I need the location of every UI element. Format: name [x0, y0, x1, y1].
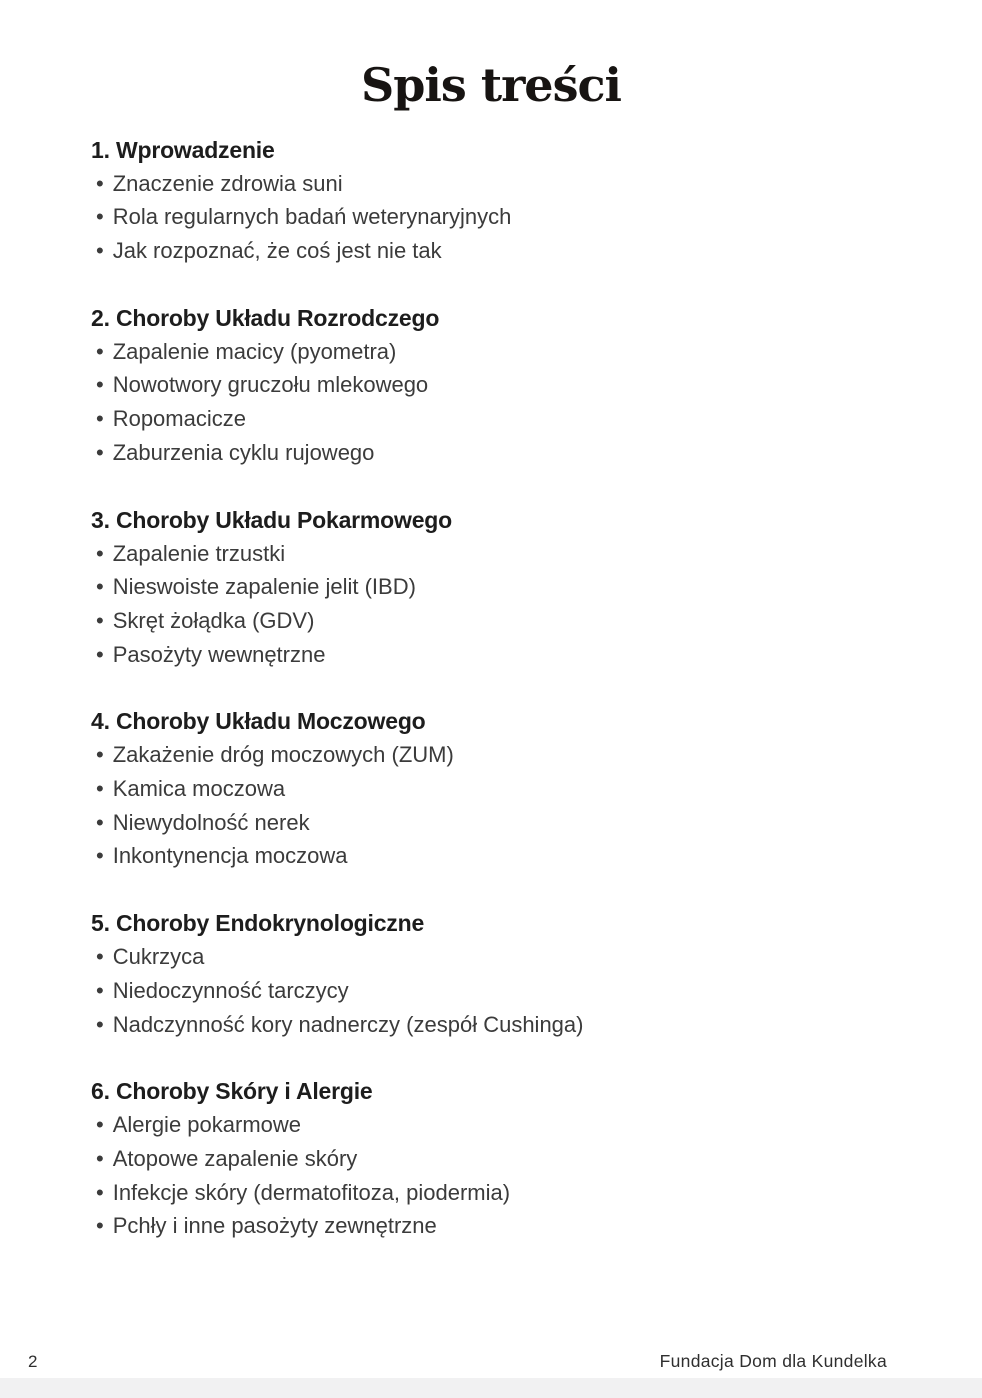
toc-item — [91, 234, 851, 268]
toc-item — [91, 940, 851, 974]
bullet-glyph: • — [96, 338, 104, 364]
toc-item — [91, 402, 851, 436]
footer-organization-name: Fundacja Dom dla Kundelka — [659, 1351, 887, 1371]
bullet-glyph: • — [96, 1145, 104, 1171]
toc-item-label: Nieswoiste zapalenie jelit (IBD) — [112, 574, 416, 600]
bullet-glyph: • — [96, 238, 104, 263]
toc-item-label: Nadczynność kory nadnerczy (zespół Cushinga) — [112, 1011, 584, 1037]
toc-section — [91, 704, 851, 873]
toc-item-label: Zakażenie dróg moczowych (ZUM) — [112, 742, 454, 768]
toc-item-label: Pasożyty wewnętrzne — [112, 641, 326, 667]
toc-item — [91, 335, 851, 369]
toc-item-label: Jak rozpoznać, że coś jest nie tak — [112, 238, 442, 263]
toc-item — [91, 772, 851, 806]
toc-section — [91, 1074, 851, 1243]
bullet-glyph: • — [96, 742, 104, 768]
bullet-glyph: • — [96, 204, 104, 230]
toc-section-heading: 6. Choroby Skóry i Alergie — [91, 1078, 373, 1105]
bullet-glyph: • — [96, 843, 104, 869]
page-bottom-edge — [0, 1378, 982, 1398]
toc-item-label: Zapalenie macicy (pyometra) — [112, 338, 397, 364]
toc-section-heading: 4. Choroby Układu Moczowego — [91, 708, 426, 735]
toc-item-label: Zapalenie trzustki — [112, 540, 286, 566]
toc-item-label: Nowotwory gruczołu mlekowego — [112, 372, 429, 398]
toc-item — [91, 806, 851, 840]
toc-item-label: Niewydolność nerek — [112, 809, 310, 835]
toc-item — [91, 368, 851, 402]
toc-section-heading: 1. Wprowadzenie — [91, 136, 275, 163]
toc-item-label: Rola regularnych badań weterynaryjnych — [112, 204, 512, 230]
toc-item-label: Atopowe zapalenie skóry — [112, 1145, 358, 1171]
bullet-glyph: • — [96, 944, 104, 970]
toc-item — [91, 1142, 851, 1176]
bullet-glyph: • — [96, 1179, 104, 1205]
toc-item-label: Skręt żołądka (GDV) — [112, 607, 315, 633]
toc-item-label: Kamica moczowa — [112, 776, 286, 802]
toc-item — [91, 200, 851, 234]
toc-item — [91, 1008, 851, 1042]
bullet-glyph: • — [96, 1112, 104, 1138]
toc-item — [91, 604, 851, 638]
toc-item — [91, 974, 851, 1008]
toc-item — [91, 167, 851, 201]
toc-item — [91, 638, 851, 672]
toc-section — [91, 301, 851, 470]
bullet-glyph: • — [96, 406, 104, 432]
bullet-glyph: • — [96, 574, 104, 600]
toc-item — [91, 1176, 851, 1210]
toc-item-label: Inkontynencja moczowa — [112, 843, 348, 869]
bullet-glyph: • — [96, 170, 104, 196]
toc-item — [91, 570, 851, 604]
toc-item — [91, 839, 851, 873]
toc-section — [91, 503, 851, 672]
toc-item — [91, 1209, 851, 1243]
toc-item-label: Ropomacicze — [112, 406, 246, 432]
bullet-glyph: • — [96, 809, 104, 835]
toc-item — [91, 436, 851, 470]
toc-section — [91, 133, 851, 268]
toc-section-heading: 5. Choroby Endokrynologiczne — [91, 910, 425, 937]
toc-item-label: Alergie pokarmowe — [112, 1112, 302, 1138]
bullet-glyph: • — [96, 776, 104, 802]
toc-item-label: Zaburzenia cyklu rujowego — [112, 439, 375, 465]
bullet-glyph: • — [96, 540, 104, 566]
toc-item-label: Niedoczynność tarczycy — [112, 977, 349, 1003]
toc-item — [91, 738, 851, 772]
toc-section-heading: 2. Choroby Układu Rozrodczego — [91, 304, 440, 331]
bullet-glyph: • — [96, 1011, 104, 1037]
toc-item-label: Infekcje skóry (dermatofitoza, piodermia) — [112, 1179, 511, 1205]
toc-item-label: Znaczenie zdrowia suni — [112, 170, 343, 196]
table-of-contents — [91, 133, 851, 1243]
toc-section — [91, 906, 851, 1041]
bullet-glyph: • — [96, 607, 104, 633]
page-title: Spis treści — [361, 58, 621, 112]
toc-item — [91, 1108, 851, 1142]
bullet-glyph: • — [96, 641, 104, 667]
bullet-glyph: • — [96, 372, 104, 398]
bullet-glyph: • — [96, 1213, 104, 1239]
toc-section-heading: 3. Choroby Układu Pokarmowego — [91, 506, 452, 533]
toc-item — [91, 537, 851, 571]
bullet-glyph: • — [96, 977, 104, 1003]
toc-item-label: Pchły i inne pasożyty zewnętrzne — [112, 1213, 437, 1239]
toc-item-label: Cukrzyca — [112, 944, 205, 970]
bullet-glyph: • — [96, 439, 104, 465]
footer-page-number: 2 — [28, 1352, 38, 1371]
